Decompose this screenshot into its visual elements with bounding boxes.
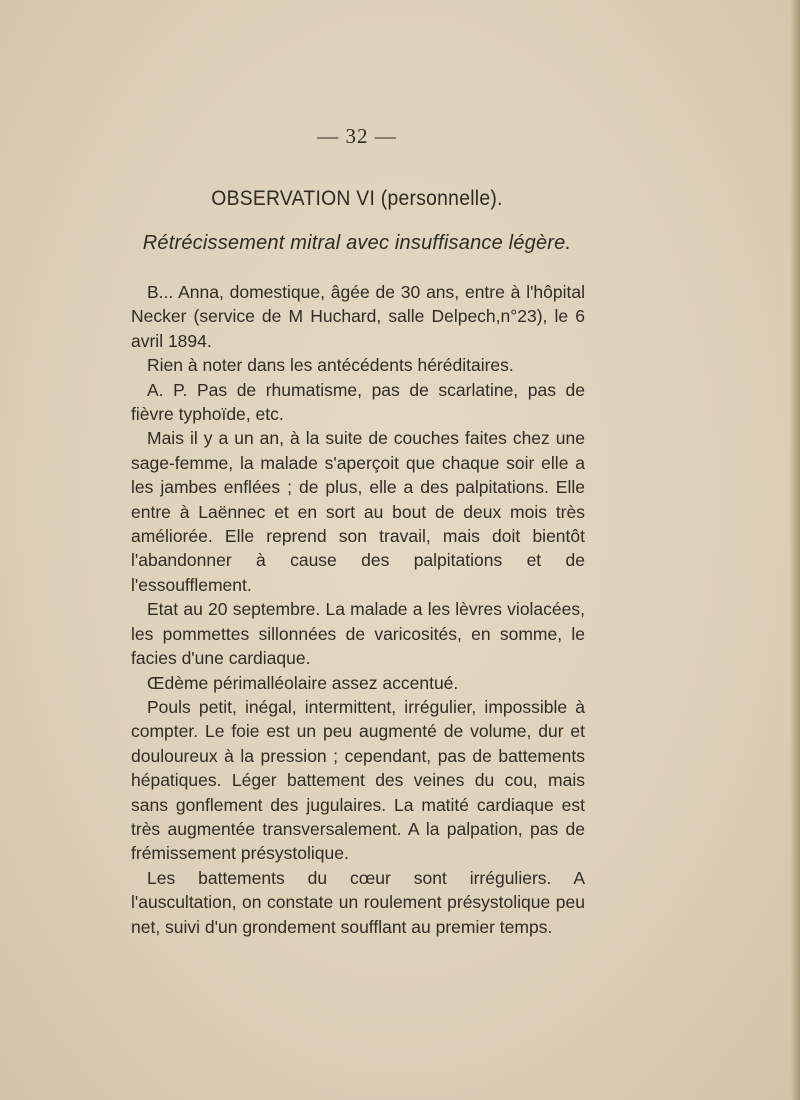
page-number: — 32 — <box>317 124 397 148</box>
observation-title: OBSERVATION VI (personnelle). <box>211 187 503 210</box>
paragraph-edema: Œdème périmalléolaire assez accentué. <box>147 672 459 693</box>
paragraph-auscultation: Les battements du cœur sont irréguliers. A l'auscultation, on constate un roulement présystolique peu net, suivi d'un grondement soufflant au premier temps. <box>131 867 585 937</box>
paragraph-onset: Mais il y a un an, à la suite de couches faites chez une sage-femme, la malade s'aperçoit que chaque soir elle a les jambes enflées ; de plus, elle a des palpitations. Elle entre à Laënnec et en sort au bout de deux mois très améliorée. Elle reprend son travail, mais doit bientôt l'abandonner à cause des palpitations et de l'essoufflement. <box>131 428 585 595</box>
paragraph-pulse: Pouls petit, inégal, intermittent, irrégulier, impossible à compter. Le foie est un peu augmenté de volume, dur et douloureux à la pression ; cependant, pas de battements hépatiques. Léger battement des veines du cou, mais sans gonflement des jugulaires. La matité cardiaque est très augmentée transversalement. A la palpation, pas de frémissement présystolique. <box>131 696 585 864</box>
paragraph-personal-history: A. P. Pas de rhumatisme, pas de scarlatine, pas de fièvre typhoïde, etc. <box>131 379 585 425</box>
paragraph-status: Etat au 20 septembre. La malade a les lèvres violacées, les pommettes sillonnées de varicosités, en somme, le facies d'une cardiaque. <box>131 599 585 669</box>
paragraph-hereditary-history: Rien à noter dans les antécédents héréditaires. <box>147 355 514 376</box>
observation-subtitle: Rétrécissement mitral avec insuffisance légère. <box>142 232 572 254</box>
page-edge <box>790 0 800 1100</box>
observation-body <box>131 280 585 939</box>
paragraph-patient-admission: B... Anna, domestique, âgée de 30 ans, entre à l'hôpital Necker (service de M Huchard, salle Delpech,n°23), le 6 avril 1894. <box>131 282 585 351</box>
